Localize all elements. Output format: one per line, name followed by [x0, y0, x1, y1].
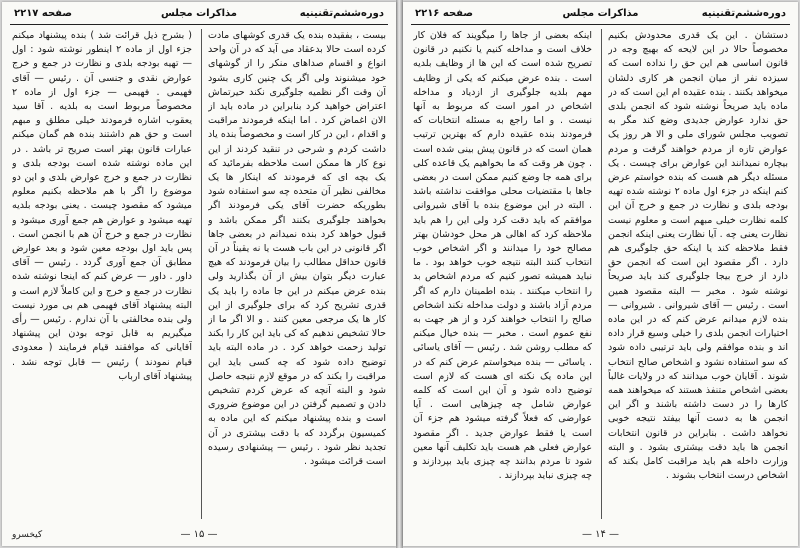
- column-text: دستشان . این یک قدری محدودش بکنیم مخصوصاً حالا در این لایحه که بهیچ وجه در قانون اساسی هم این حق را نداده است که سیزده نفر از میان انجمن هر کاری دلشان میخواهد بکنند . بنده عقیده ام این است که در ماده باید صریحاً نوشته شود که انجمن بلدی حق ندارد عوارض جدیدی وضع کند مگر به تصویب مجلس شورای ملی و الا هر روز یک عوارض تازه از مردم خواهند گرفت و مردم بیچاره نمیدانند این عوارض برای چیست . یک مسئله دیگر هم هست که بنده خواستم عرض کنم اینکه در جزء اول ماده ۲ نوشته شده تهیه بودجه بلدی و نظارت در جمع و خرج آن این کلمه نظارت خیلی مبهم است و معلوم نیست نظارت یعنی چه . آیا نظارت یعنی اینکه انجمن فقط ملاحظه کند یا اینکه حق جلوگیری هم دارد . اگر مقصود این است که انجمن حق دارد از خرج بیجا جلوگیری کند باید صریحاً نوشته شود . مخبر — البته مقصود همین است . رئیس — آقای شیروانی . شیروانی — بنده لازم میدانم عرض کنم که در این ماده اختیارات انجمن بلدی را خیلی وسیع قرار داده اند و بنده موافقم ولی باید ترتیبی داده شود که سو استفاده نشود و اشخاص صالح انتخاب شوند . آقایان خوب میدانند که در ولایات غالباً بعضی اشخاص متنفذ هستند که میخواهند همه کارها را در دست داشته باشند و اگر این انجمن ها به دست آنها بیفتد نتیجه خوبی نخواهد داشت . بنابراین در قانون انتخابات انجمن ها باید دقت بیشتری بشود . و البته وزارت داخله هم باید مراقبت کامل بکند که اشخاص درست انتخاب بشوند .: [608, 30, 788, 482]
- text-column-right: [608, 29, 788, 519]
- journal-title: مذاکرات مجلس: [562, 8, 639, 19]
- page-number: — ۱۴ —: [581, 529, 620, 540]
- column-text: اینکه بعضی از جاها را میگویند که فلان کار خلاف است و مداخله کنیم یا نکنیم در قانون تصریح شده است که این ها از وظایف بلدیه است . بنده عرض میکنم که یکی از وظایف مهم بلدیه جلوگیری از ازدیاد و مداخله اشخاص در امور است که مربوط به آنها نیست . و اما راجع به مسئله انتخابات که فرمودند بنده عقیده دارم که بهترین ترتیب همان است که در قانون پیش بینی شده است . چون هر وقت که ما بخواهیم یک قاعده کلی برای همه جا وضع کنیم ممکن است در بعضی جاها با مقتضیات محلی موافقت نداشته باشد . البته در این موضوع بنده با آقای شیروانی موافقم که باید دقت کرد ولی این را هم باید ملاحظه کرد که اهالی هر محل خودشان بهتر مصالح خود را میدانند و اگر اشخاص خوب انتخاب کنند البته نتیجه خوب خواهد بود . ما نباید همیشه تصور کنیم که مردم اشخاص بد را انتخاب میکنند . بنده اطمینان دارم که اگر مردم آزاد باشند و دولت مداخله نکند اشخاص صالح را انتخاب خواهند کرد و از هر جهت به نفع عموم است . مخبر — بنده خیال میکنم که مطلب روشن شد . رئیس — آقای یاسائی . یاسائی — بنده میخواستم عرض کنم که در این ماده یک نکته ای هست که لازم است توضیح داده شود و آن این است که کلمه عوارض شامل چه چیزهایی است . آیا عوارضی که فعلاً گرفته میشود هم جزء آن است یا فقط عوارض جدید . اگر مقصود عوارض فعلی هم هست باید تکلیف آنها معین شود تا مردم بدانند چه چیزی باید بپردازند و چه چیزی نباید بپردازند .: [413, 30, 592, 482]
- column-divider: [201, 29, 202, 519]
- right-page-header: [411, 7, 790, 23]
- text-column-right: [208, 29, 386, 519]
- text-column-left: [12, 29, 192, 519]
- header-rule: [411, 24, 790, 25]
- journal-title: مذاکرات مجلس: [160, 8, 238, 19]
- right-page: [403, 2, 798, 546]
- book-gutter: [396, 0, 403, 548]
- column-text: بیست ، بفقیده بنده یک قدری کوشهای مادت کرده است حالا بدعقاد می آید که در آن واحد انواع و اقسام صداهای منکر را از گوشهای خود میشنوند ولی اگر یک چنین کاری بشود آن وقت اگر نظمیه جلوگیری نکند حیرتماش اعتراض خواهید کرد بنابراین در ماده باید از الان اغماض کرد . اما اینکه فرمودند مراقبت و اقدام ، این در کار است و مخصوصاً بنده یاد داشت کردم و شرحی در تنقید کردند از این نوع کار ها ممکن است ملاحظه بفرمائید که یک بچه ای که فرمودند که اینکار ها یک مخالفی نظیر آن متحده چه سو استفاده شود بطوریکه حضرت آقای یکی فرمودند اگر بخواهند جلوگیری بکنند اگر ممکن باشد و قبول خواهد کرد بنده نمیدانم در بعضی جاها اگر قانونی در این باب هست یا نه یقیناً در آن قانون حداقل مطالب را بیان فرمودند که هیچ عبارت دیگر بتوان بیش از آن بگذارید ولی بنده عرض میکنم در این جا ماده را باید یک قدری تشریح کرد که برای جلوگیری از این کار ها یک مرجعی معین کنند . و الا اگر ما از حالا تشخیص ندهیم که کی باید این کار را بکند تولید زحمت خواهد کرد . در ماده البته باید توضیح داده شود که چه کسی باید این مراقبت را بکند که در موقع لازم نتیجه حاصل شود و البته آنچه که عرض کردم تشخیص دادن و تصمیم گرفتن در این موضوع ضروری است و بنده پیشنهاد میکنم که این ماده به کمیسیون برگردد که با دقت بیشتری در آن تجدید نظر شود . رئیس — پیشنهادی رسیده است قرائت میشود .: [208, 30, 386, 468]
- journal-name: دوره‌ششم‌تقنینیه: [701, 8, 786, 19]
- page-label: صفحه ۲۲۱۶: [415, 8, 474, 19]
- journal-name: دوره‌ششم‌تقنینیه: [299, 8, 384, 19]
- page-label: صفحه ۲۲۱۷: [14, 8, 73, 19]
- left-page: [2, 2, 396, 546]
- header-rule: [10, 24, 388, 25]
- left-page-header: [10, 7, 388, 23]
- catchword: کیخسرو: [12, 530, 43, 540]
- column-text: ( بشرح ذیل قرائت شد ) بنده پیشنهاد میکنم جزء اول از ماده ۲ اینطور نوشته شود : اول — تهیه بودجه بلدی و نظارت در جمع و خرج عوارض نقدی و جنسی آن . رئیس — آقای فهیمی . فهیمی — جزء اول از ماده ۲ مخصوصاً مربوط است به بلدیه . آقا سید یعقوب اشاره فرمودند خیلی مطلق و مبهم است و حق هم داشتند بنده هم گمان میکنم عبارات قانون بهتر است صریح تر باشد . در این ماده نوشته شده است بودجه بلدی و نظارت در جمع و خرج عوارض بلدی و این دو موضوع را اگر با هم ملاحظه بکنیم معلوم میشود که مقصود چیست . یعنی بودجه بلدیه تهیه میشود و عوارض هم جمع آوری میشود و نظارت در جمع و خرج آن هم با انجمن است . پس باید اول بودجه معین شود و بعد عوارض مطابق آن جمع آوری گردد . رئیس — آقای داور . داور — عرض کنم که اینجا نوشته شده نظارت در جمع و خرج و این کاملاً لازم است و البته پیشنهاد آقای فهیمی هم بی مورد نیست ولی بنده مخالفتی با آن ندارم . رئیس — رأی میگیریم به قابل توجه بودن این پیشنهاد آقایانی که موافقند قیام فرمایند ( معدودی قیام نمودند ) رئیس — قابل توجه نشد . پیشنهاد آقای ارباب: [12, 30, 192, 382]
- text-column-left: [413, 29, 592, 519]
- column-divider: [601, 29, 602, 519]
- page-number: — ۱۵ —: [180, 529, 218, 540]
